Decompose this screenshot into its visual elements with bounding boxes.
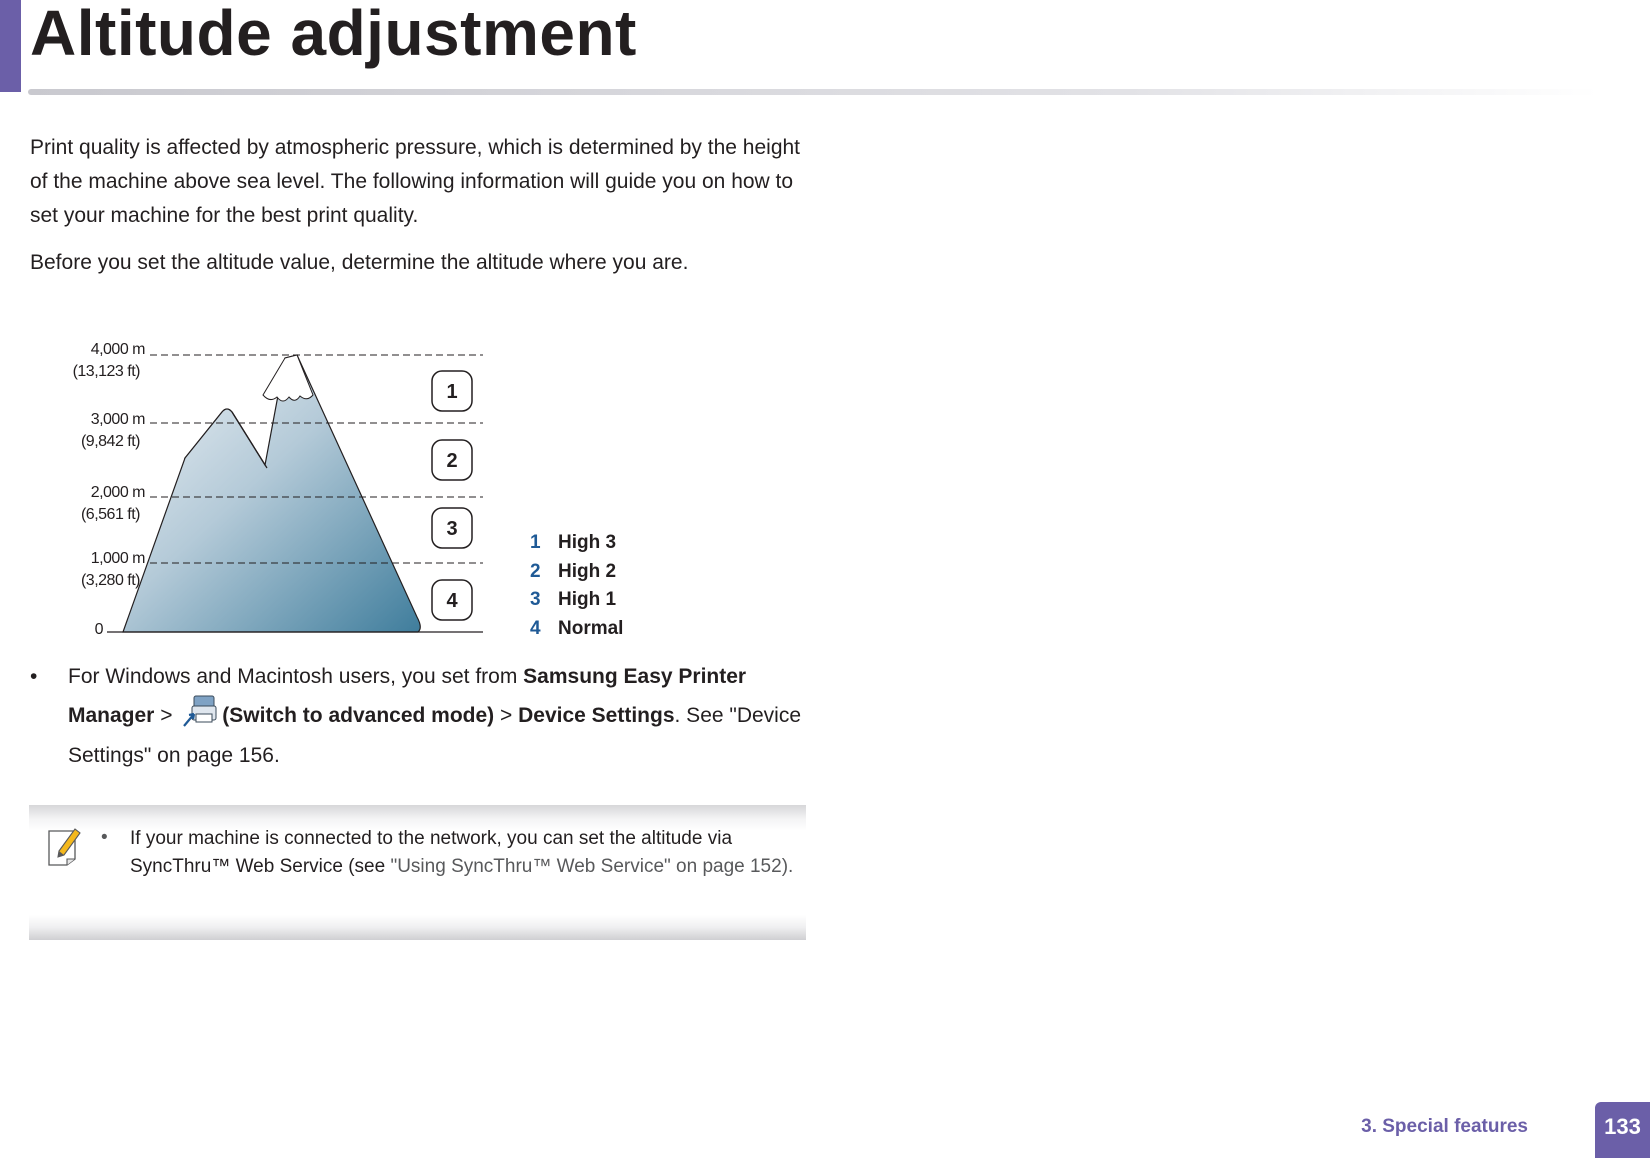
app-name: Samsung Easy Printer Manager xyxy=(68,665,747,728)
title-underline xyxy=(28,89,1598,95)
advanced-mode-label: (Switch to advanced mode) xyxy=(222,704,495,728)
note-bullet: • xyxy=(101,827,108,848)
legend-number: 4 xyxy=(530,617,541,639)
menu-separator: > xyxy=(154,704,179,728)
label-4000ft: (13,123 ft) xyxy=(72,363,140,380)
legend-label: High 1 xyxy=(558,589,617,610)
note-reference-link[interactable]: "Using SyncThru™ Web Service" on page 152). xyxy=(390,856,794,877)
legend-label: High 3 xyxy=(558,532,617,553)
bullet-text xyxy=(68,660,808,773)
bullet-dot: • xyxy=(30,665,38,688)
zone-3-number: 3 xyxy=(446,518,458,540)
switch-advanced-mode-icon xyxy=(182,694,218,739)
legend-label: High 2 xyxy=(558,560,617,582)
bullet-tail: . See "Device Settings" on page 156. xyxy=(68,704,802,767)
legend-number: 3 xyxy=(530,589,541,610)
page-title: Altitude adjustment xyxy=(30,0,637,69)
altitude-legend xyxy=(530,529,623,643)
altitude-instruction: Before you set the altitude value, determine the altitude where you are. xyxy=(30,251,689,274)
page-number: 133 xyxy=(1595,1102,1650,1158)
zone-2-number: 2 xyxy=(446,450,458,472)
legend-row xyxy=(530,615,623,644)
legend-row xyxy=(530,558,623,587)
title-accent-bar xyxy=(0,0,21,92)
legend-row xyxy=(530,529,623,558)
note-box xyxy=(29,805,806,940)
intro-paragraph: Print quality is affected by atmospheric pressure, which is determined by the height of the machine above sea level. The following information will guide you on how to set your machine for the best print quality. xyxy=(30,136,801,227)
menu-separator: > xyxy=(494,704,519,728)
note-pencil-icon xyxy=(45,825,83,872)
altitude-labels xyxy=(73,341,146,638)
footer-section-title: 3. Special features xyxy=(1361,1116,1528,1137)
zone-markers xyxy=(432,371,472,620)
label-2000m: 2,000 m xyxy=(90,484,145,501)
note-text-main: If your machine is connected to the network, you can set the altitude via SyncThru™ Web Service (see xyxy=(130,828,733,877)
mountain-illustration xyxy=(123,355,420,632)
bullet-lead: For Windows and Macintosh users, you set from xyxy=(68,665,524,688)
legend-row xyxy=(530,586,623,615)
note-text xyxy=(130,825,810,881)
legend-number: 1 xyxy=(530,532,541,553)
label-3000ft: (9,842 ft) xyxy=(80,433,140,450)
label-4000m: 4,000 m xyxy=(90,341,145,358)
label-1000m: 1,000 m xyxy=(90,550,145,567)
label-sea-level: 0 xyxy=(94,621,103,638)
device-settings-label: Device Settings xyxy=(518,704,675,728)
label-1000ft: (3,280 ft) xyxy=(80,572,140,589)
zone-4-number: 4 xyxy=(446,590,458,612)
legend-number: 2 xyxy=(530,560,541,582)
label-3000m: 3,000 m xyxy=(90,411,145,428)
snow-cap xyxy=(263,355,313,401)
zone-1-number: 1 xyxy=(446,381,458,403)
legend-label: Normal xyxy=(558,617,624,639)
label-2000ft: (6,561 ft) xyxy=(80,506,140,523)
